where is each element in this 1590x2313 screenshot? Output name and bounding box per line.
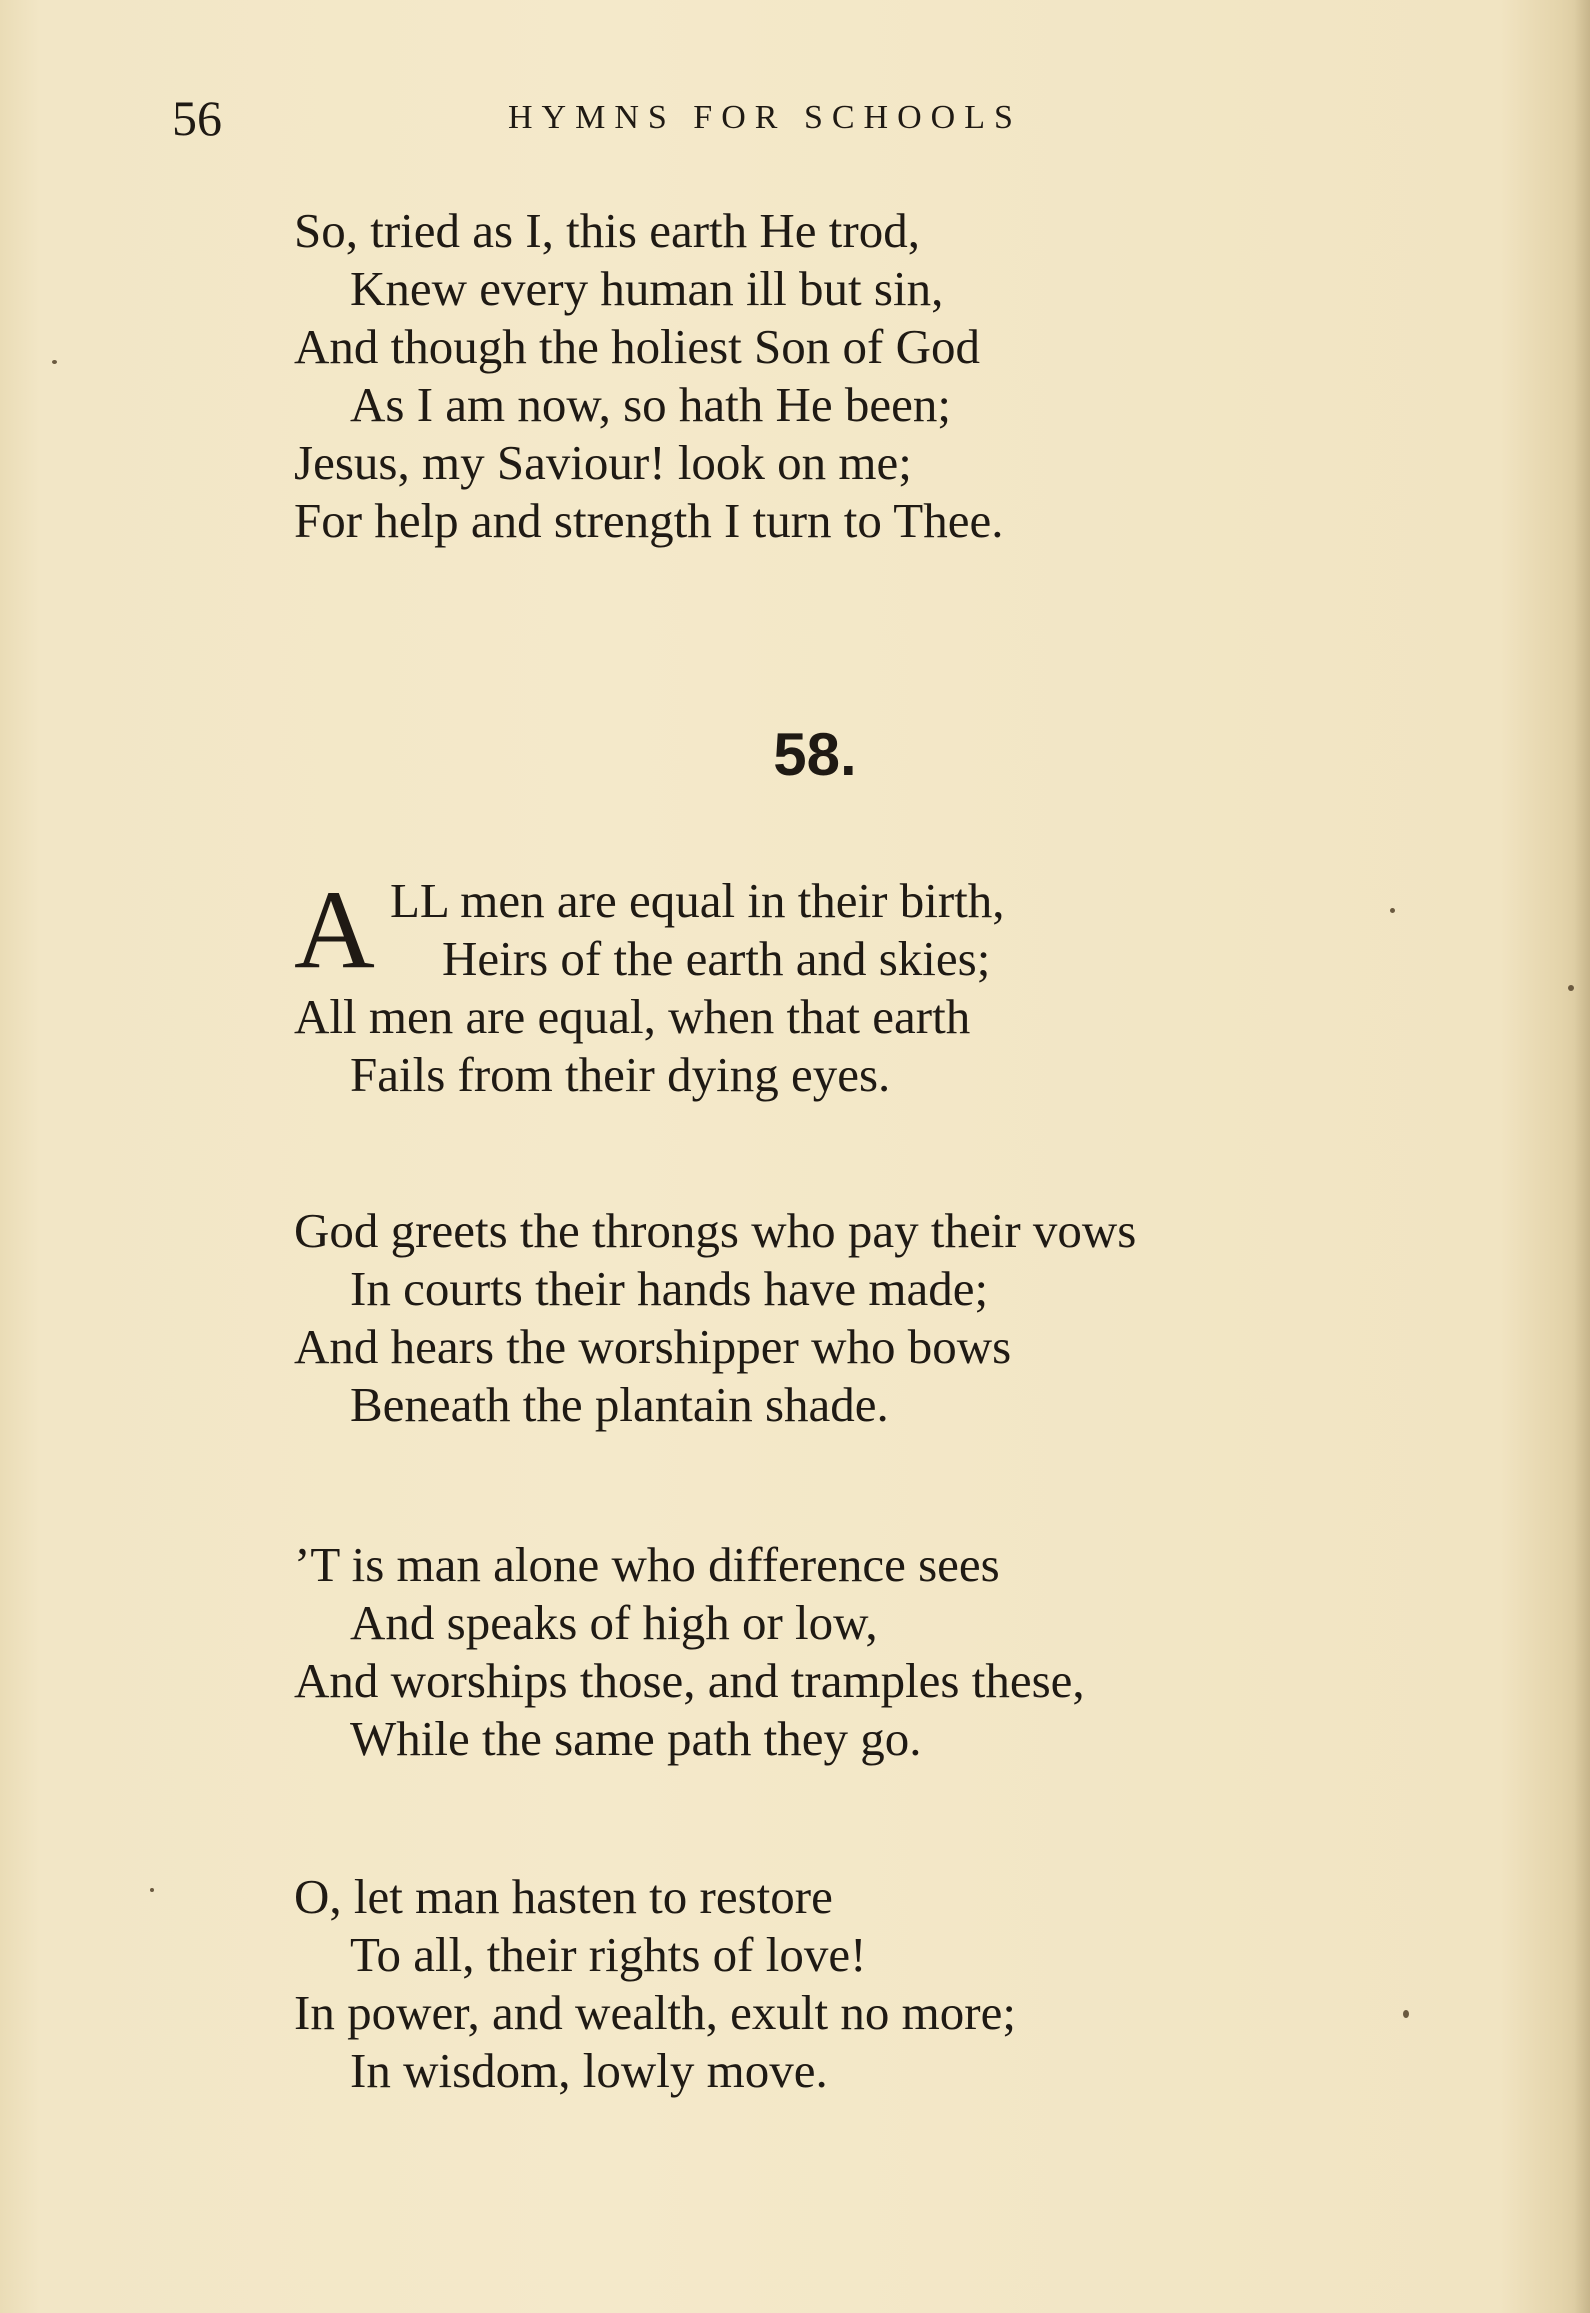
verse-line: O, let man hasten to restore [294,1869,833,1924]
verse-line: LL men are equal in their birth, [390,873,1005,928]
verse-line: Jesus, my Saviour! look on me; [294,435,912,490]
verse-line: And though the holiest Son of God [294,319,980,374]
verse-line: God greets the throngs who pay their vows [294,1203,1137,1258]
verse-line: And speaks of high or low, [350,1595,878,1650]
verse-line: To all, their rights of love! [350,1927,867,1982]
verse-line: And hears the worshipper who bows [294,1319,1012,1374]
hymn-number: 58. [773,721,857,788]
verse-line: And worships those, and tramples these, [294,1653,1085,1708]
hymn-stanza-3 [294,1536,1085,1768]
verse-line: All men are equal, when that earth [294,989,971,1044]
verse-line: Knew every human ill but sin, [350,261,944,316]
running-title: HYMNS FOR SCHOOLS [508,99,1022,136]
paper-speck [52,360,57,364]
hymn-stanza-1 [294,868,1590,1104]
verse-line: So, tried as I, this earth He trod, [294,203,920,258]
drop-cap: A [294,868,375,992]
paper-speck [1403,2010,1409,2018]
verse-line: In power, and wealth, exult no more; [294,1985,1016,2040]
verse-line: As I am now, so hath He been; [350,377,952,432]
verse-line: ’T is man alone who difference sees [294,1537,1000,1592]
previous-hymn-stanza [294,202,1003,550]
page-gutter-shadow [1574,0,1590,2313]
hymn-stanza-4 [294,1868,1016,2100]
paper-speck [1568,985,1574,991]
page-header [0,88,1590,148]
verse-line: While the same path they go. [350,1711,922,1766]
paper-speck [150,1888,154,1892]
verse-line: Heirs of the earth and skies; [442,931,991,986]
verse-line: For help and strength I turn to Thee. [294,493,1004,548]
paper-speck [1390,908,1395,913]
verse-line: Fails from their dying eyes. [350,1047,891,1102]
verse-line: Beneath the plantain shade. [350,1377,889,1432]
hymn-stanza-2 [294,1202,1136,1434]
verse-line: In courts their hands have made; [350,1261,989,1316]
page-number: 56 [172,90,222,146]
verse-line: In wisdom, lowly move. [350,2043,828,2098]
